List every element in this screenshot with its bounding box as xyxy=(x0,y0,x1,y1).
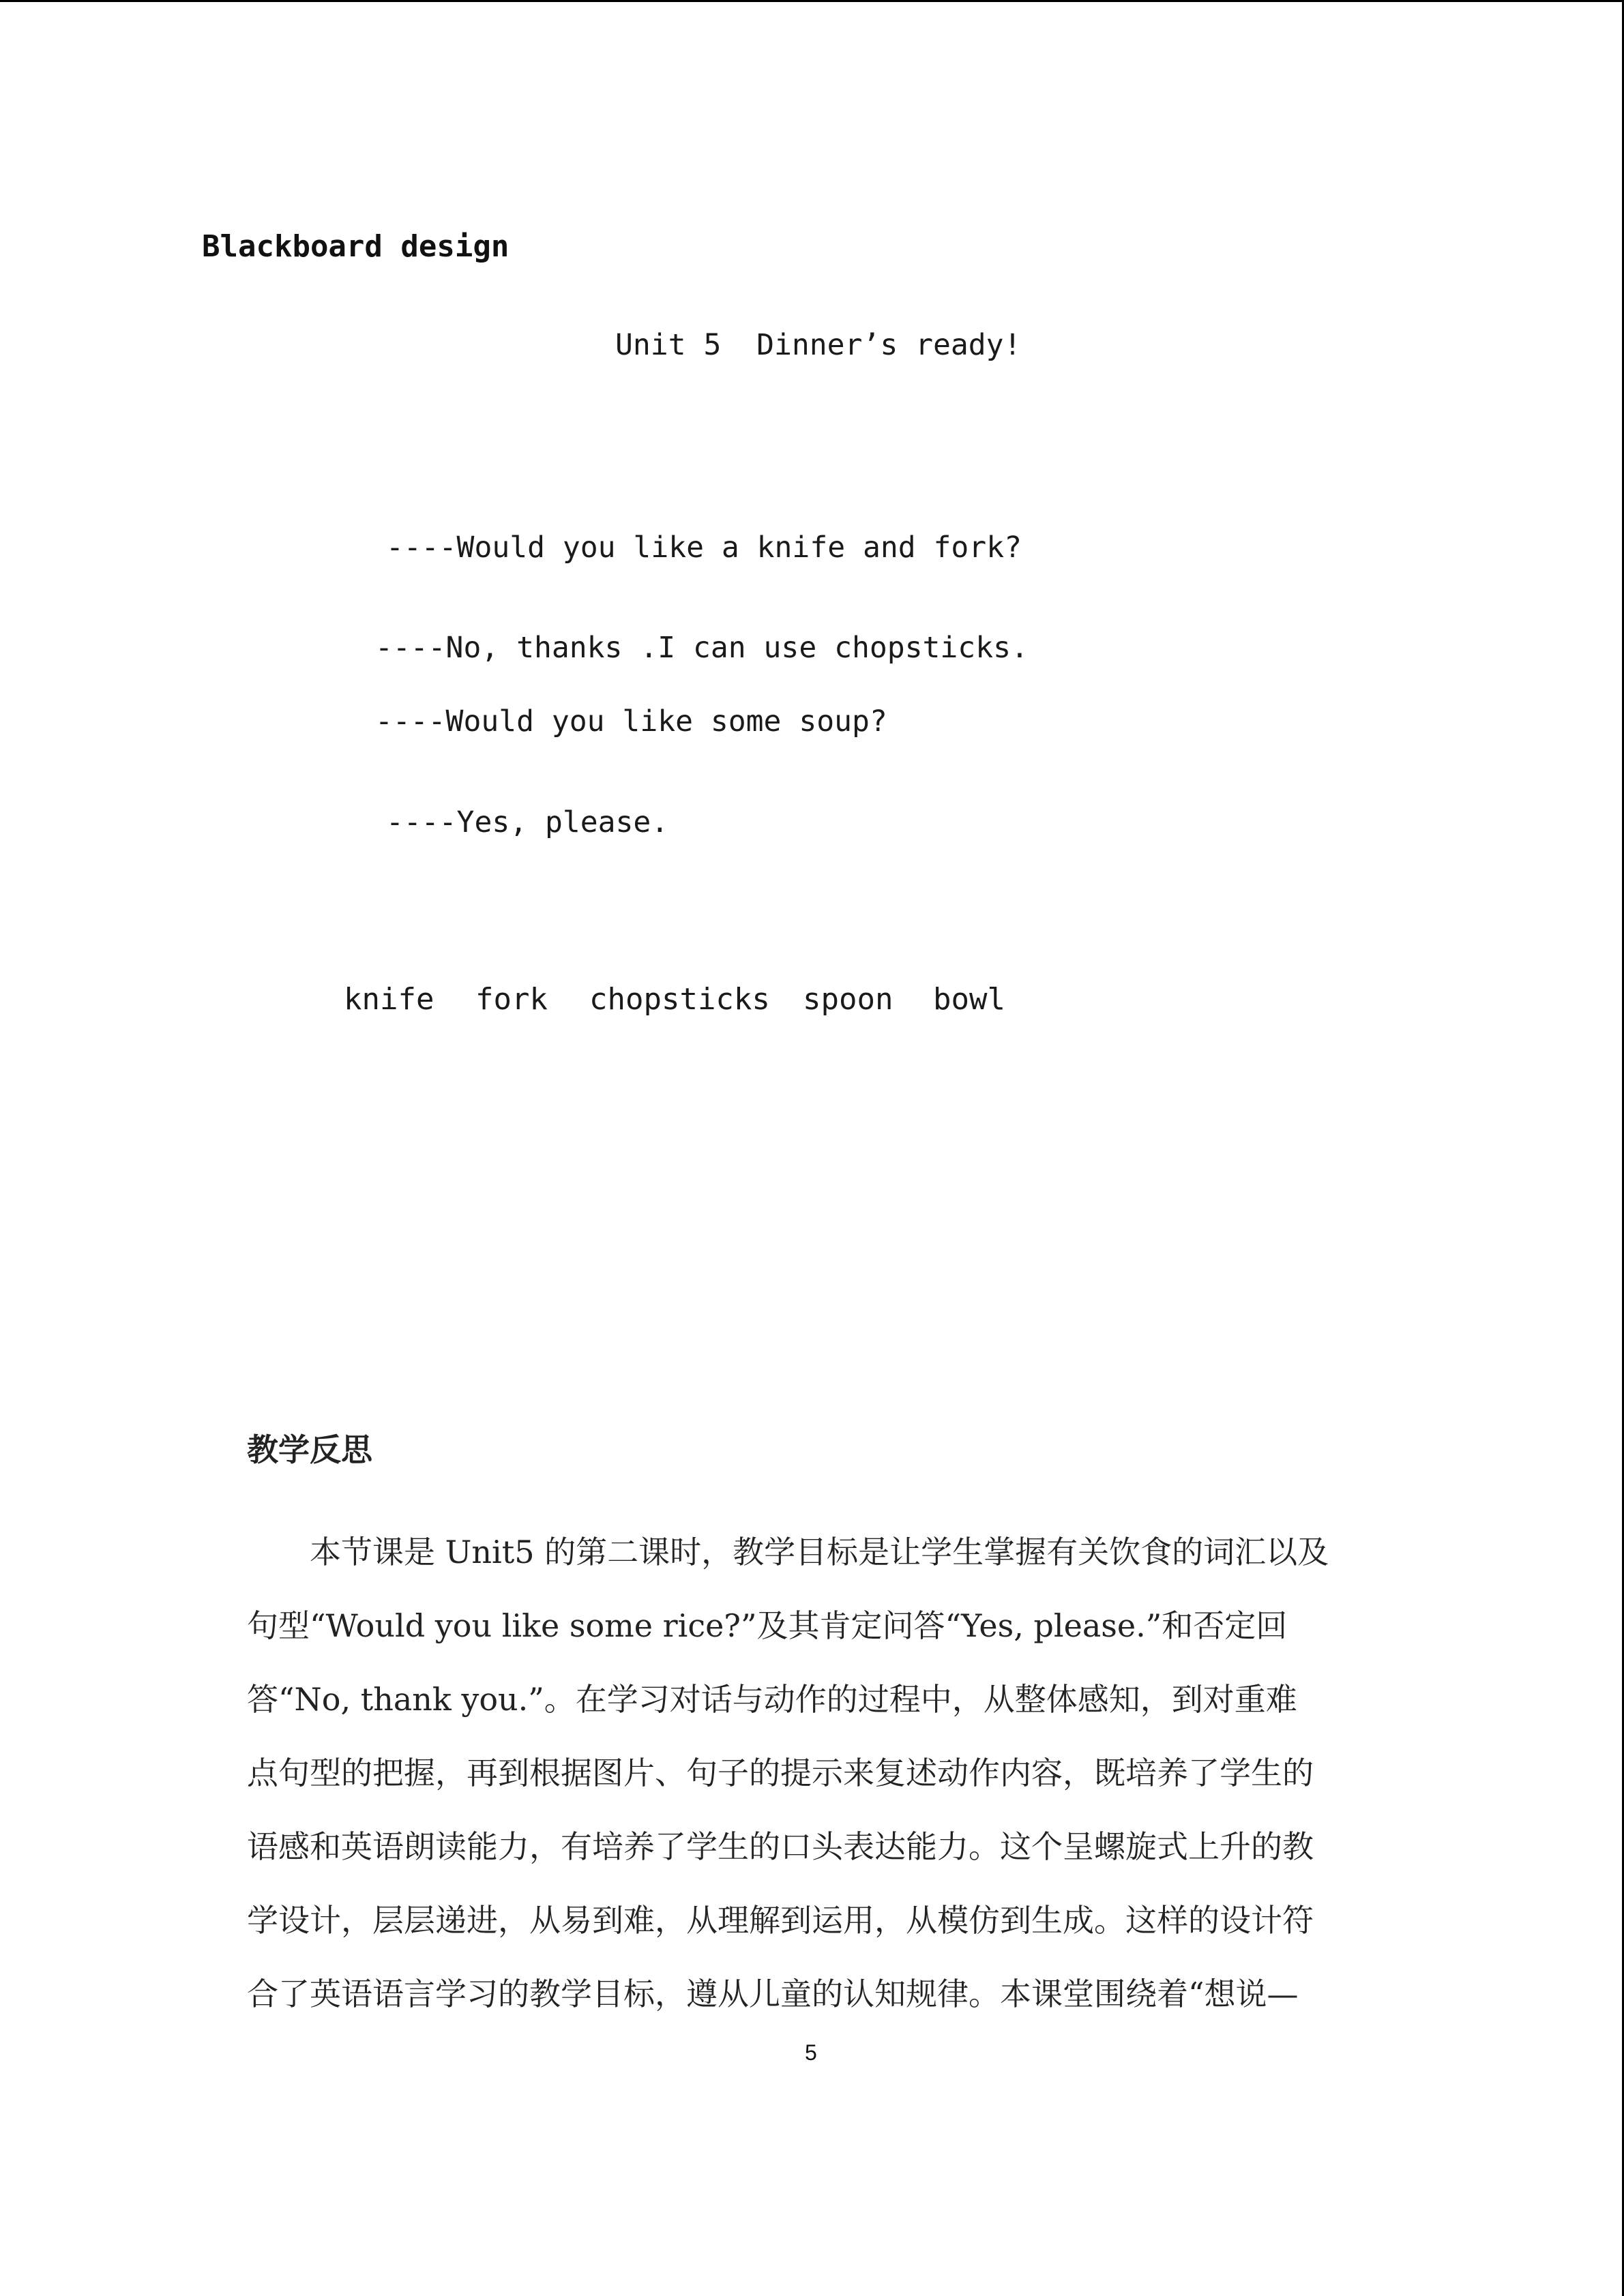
vocab-word: fork xyxy=(475,982,548,1017)
paragraph-line: 本节课是 Unit5 的第二课时，教学目标是让学生掌握有关饮食的词汇以及 xyxy=(247,1534,1329,1570)
paragraph-line: 答“No, thank you.”。在学习对话与动作的过程中，从整体感知，到对重难 xyxy=(247,1681,1297,1718)
blackboard-heading: Blackboard design xyxy=(202,229,510,264)
paragraph-line: 点句型的把握，再到根据图片、句子的提示来复述动作内容，既培养了学生的 xyxy=(247,1755,1314,1791)
paragraph-line: 句型“Would you like some rice?”及其肯定问答“Yes, please.”和否定回 xyxy=(247,1607,1288,1644)
vocab-word: knife xyxy=(344,982,434,1017)
page-number: 5 xyxy=(805,2040,817,2065)
paragraph-line: 语感和英语朗读能力，有培养了学生的口头表达能力。这个呈螺旋式上升的教 xyxy=(247,1828,1314,1865)
reflection-paragraph xyxy=(247,1515,1379,2031)
reflection-title: 教学反思 xyxy=(247,1431,372,1468)
page-border-top xyxy=(0,0,1624,2)
paragraph-line: 合了英语语言学习的教学目标，遵从儿童的认知规律。本课堂围绕着“想说— xyxy=(247,1976,1299,2012)
dialogue-line: ----Would you like some soup? xyxy=(375,704,887,739)
vocab-word: bowl xyxy=(933,982,1005,1017)
paragraph-line: 学设计，层层递进，从易到难，从理解到运用，从模仿到生成。这样的设计符 xyxy=(247,1902,1314,1939)
unit-title: Unit 5 Dinner’s ready! xyxy=(615,328,1022,362)
dialogue-line: ----Would you like a knife and fork? xyxy=(386,531,1022,565)
dialogue-line: ----No, thanks .I can use chopsticks. xyxy=(375,631,1029,665)
dialogue-line: ----Yes, please. xyxy=(386,805,669,839)
vocab-word: spoon xyxy=(803,982,894,1017)
vocab-word: chopsticks xyxy=(589,982,770,1017)
vocabulary-row xyxy=(344,982,1005,1191)
